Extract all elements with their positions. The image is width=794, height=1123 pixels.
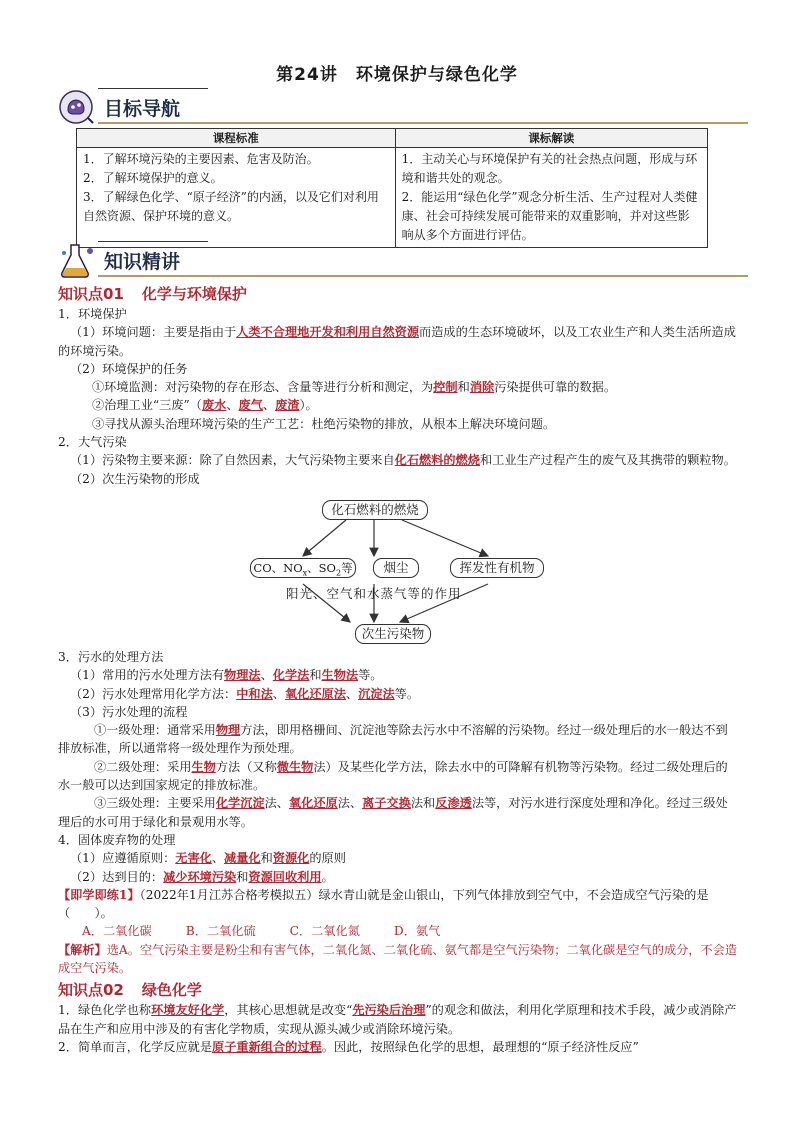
goals-table [76, 128, 708, 248]
goals-header-standard: 课程标准 [77, 129, 396, 148]
knowledge-point-heading [58, 283, 738, 305]
paragraph: ③三级处理：主要采用化学沉淀法、氧化还原法、离子交换法和反渗透法等，对污水进行深度处理和净化。经过三级处理后的水可用于绿化和景观用水等。 [58, 796, 728, 829]
goal-item: 1．主动关心与环境保护有关的社会热点问题，形成与环境和谐共处的观念。 [401, 152, 698, 185]
section-header-knowledge [58, 241, 708, 281]
paragraph: ③寻找从源头治理环境污染的生产工艺：杜绝污染物的排放，从根本上解决环境问题。 [92, 416, 556, 431]
key-term: 化石燃料的燃烧 [394, 453, 480, 468]
key-term: 环境友好化学 [151, 1003, 225, 1018]
answer-explanation: 【解析】选A。空气污染主要是粉尘和有害气体，二氧化氮、二氧化硫、氨气都是空气污染物；二氧化碳是空气的成分，不会造成空气污染。 [58, 942, 738, 976]
heading-air-pollution: 2．大气污染 [58, 435, 127, 450]
practice-question: 【即学即练1】（2022年1月江苏合格考模拟五）绿水青山就是金山银山，下列气体排放到空气中，不会造成空气污染的是（ ）。 [58, 887, 709, 921]
secondary-pollutant-diagram [58, 488, 738, 648]
key-term: 减少环境污染 [163, 869, 237, 884]
key-term: 微生物 [276, 759, 314, 774]
key-term: 生物法 [321, 668, 359, 683]
option-a: A．二氧化碳 [82, 924, 152, 939]
subheading: （2）环境保护的任务 [70, 361, 188, 376]
diagram-condition-label: 阳光、空气和水蒸气等的作用 [286, 585, 462, 601]
key-term: 中和法 [236, 686, 273, 701]
diagram-node-fossil-fuel: 化石燃料的燃烧 [322, 500, 428, 520]
paragraph: （1）应遵循原则：无害化、减量化和资源化的原则 [70, 851, 346, 866]
paragraph: ①一级处理：通常采用物理方法，即用格栅间、沉淀池等除去污水中不溶解的污染物。经过一级处理后的水一般达不到排放标准，所以通常将一级处理作为预处理。 [58, 723, 728, 756]
page-title: 第24讲 环境保护与绿色化学 [276, 65, 518, 85]
goals-header-interpretation: 课标解读 [395, 129, 707, 148]
kp-title: 化学与环境保护 [141, 285, 247, 303]
paragraph: （2）污水处理常用化学方法：中和法、氧化还原法、沉淀法等。 [70, 686, 420, 701]
key-term: 氧化还原 [289, 796, 338, 811]
paragraph: 2．简单而言，化学反应就是原子重新组合的过程。因此，按照绿色化学的思想，最理想的“原子经济性反应” [58, 1039, 639, 1054]
kp-number: 知识点02 [58, 981, 124, 1000]
goal-item: 2．了解环境保护的意义。 [83, 171, 223, 185]
flask-icon [58, 241, 98, 279]
practice-options [58, 922, 738, 940]
kp-number: 知识点01 [58, 285, 124, 303]
key-term: 先污染后治理 [352, 1003, 426, 1018]
heading-solid-waste: 4．固体废弃物的处理 [58, 832, 176, 847]
key-term: 氧化还原法 [284, 686, 346, 701]
section-title: 目标导航 [104, 98, 181, 120]
key-term: 原子重新组合的过程 [212, 1039, 322, 1054]
key-term: 物理法 [224, 668, 261, 683]
key-term: 消除 [469, 380, 495, 395]
key-term: 无害化 [175, 851, 212, 866]
main-content [58, 283, 738, 1056]
paragraph: （2）达到目的：减少环境污染和资源回收利用。 [70, 869, 334, 884]
section-title: 知识精讲 [104, 251, 181, 273]
heading-environment-protection: 1．环境保护 [58, 307, 127, 321]
header-rule-top [98, 88, 208, 89]
goals-standard-cell [77, 148, 396, 248]
header-rule-top [98, 241, 208, 242]
key-term: 生物 [191, 759, 216, 774]
key-term: 资源化 [272, 851, 310, 866]
paragraph: （1）环境问题：主要是指由于人类不合理地开发和利用自然资源而造成的生态环境破坏，以及工农业生产和人类生活所造成的环境污染。 [58, 325, 736, 358]
goals-interpretation-cell [395, 148, 707, 248]
paragraph: ②二级处理：采用生物方法（又称微生物法）及某些化学方法，除去水中的可降解有机物等污染物。经过二级处理后的水一般可以达到国家规定的排放标准。 [58, 759, 728, 793]
goal-item: 1．了解环境污染的主要因素、危害及防治。 [83, 152, 319, 166]
key-term: 反渗透 [435, 796, 472, 811]
key-term: 人类不合理地开发和利用自然资源 [236, 325, 420, 340]
kp-title: 绿色化学 [141, 981, 202, 1000]
diagram-node-secondary: 次生污染物 [355, 624, 431, 644]
key-term: 沉淀法 [358, 686, 395, 701]
option-c: C．二氧化氮 [289, 924, 360, 939]
answer-tag: 【解析】 [58, 942, 107, 957]
practice-tag: 【即学即练1】 [58, 887, 140, 902]
subheading: （2）次生污染物的形成 [70, 471, 200, 486]
header-rule [98, 275, 748, 277]
paragraph: ②治理工业“三废”（废水、废气、废渣）。 [92, 398, 318, 413]
subheading: （3）污水处理的流程 [70, 704, 188, 719]
key-term: 化学沉淀 [215, 796, 265, 811]
key-term: 废水 [201, 398, 227, 413]
brain-icon [58, 88, 98, 126]
key-term: 控制 [433, 380, 458, 395]
paragraph: （1）污染物主要来源：除了自然因素，大气污染物主要来自化石燃料的燃烧和工业生产过程产生的废气及其携带的颗粒物。 [70, 453, 736, 468]
key-term: 废气 [238, 398, 263, 413]
option-d: D．氨气 [393, 924, 441, 939]
diagram-node-voc: 挥发性有机物 [450, 558, 544, 578]
paragraph: 1．绿色化学也称环境友好化学，其核心思想就是改变“先污染后治理”的观念和做法，利用化学原理和技术手段，减少或消除产品在生产和应用中涉及的有害化学物质，实现从源头减少或消除环境污染。 [58, 1003, 737, 1036]
knowledge-point-heading [58, 979, 738, 1001]
paragraph: ①环境监测：对污染物的存在形态、含量等进行分析和测定，为控制和消除污染提供可靠的数据。 [92, 380, 617, 395]
key-term: 减量化 [224, 851, 261, 866]
key-term: 物理 [215, 723, 241, 738]
goal-item: 2．能运用“绿色化学”观念分析生活、生产过程对人类健康、社会可持续发展可能带来的双重影响，并对这些影响从多个方面进行评估。 [401, 190, 698, 242]
section-header-goals [58, 88, 708, 128]
option-b: B．二氧化硫 [185, 924, 256, 939]
header-rule [98, 122, 748, 124]
goal-item: 3．了解绿色化学、“原子经济”的内涵，以及它们对利用自然资源、保护环境的意义。 [83, 190, 379, 223]
heading-sewage: 3．污水的处理方法 [58, 649, 164, 664]
key-term: 废渣 [275, 398, 300, 413]
key-term: 离子交换 [362, 796, 411, 811]
diagram-node-gases: CO、$NO_x$、$SO_2$等 [250, 558, 356, 578]
key-term: 资源回收利用 [248, 869, 322, 884]
diagram-node-smoke: 烟尘 [373, 558, 419, 578]
key-term: 化学法 [272, 668, 310, 683]
paragraph: （1）常用的污水处理方法有物理法、化学法和生物法等。 [70, 668, 383, 683]
